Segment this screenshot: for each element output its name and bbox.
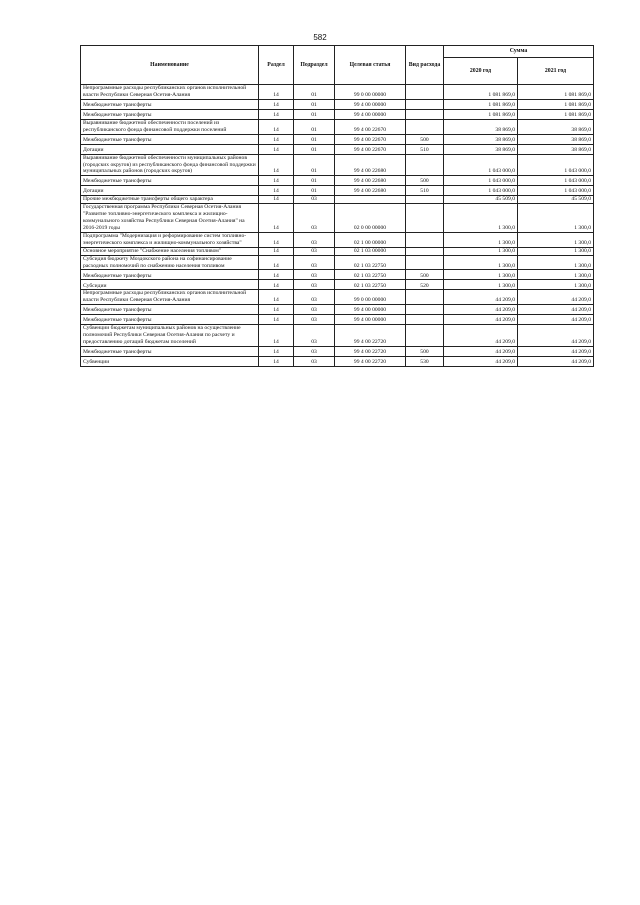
cell-article: 99 4 00 00000 [335, 99, 406, 109]
cell-v2020: 38 869,0 [444, 119, 518, 134]
cell-article: 02 1 03 22750 [335, 280, 406, 290]
table-row [81, 305, 594, 315]
cell-v2021: 44 209,0 [518, 346, 594, 356]
cell-name: Межбюджетные трансферты [81, 134, 259, 144]
cell-article: 99 4 00 22670 [335, 144, 406, 154]
cell-type: 500 [406, 176, 444, 186]
cell-article: 99 4 00 22680 [335, 186, 406, 196]
cell-article: 02 1 03 00000 [335, 247, 406, 255]
cell-section: 14 [259, 204, 294, 233]
cell-article [335, 196, 406, 204]
cell-v2021: 1 300,0 [518, 204, 594, 233]
table-row [81, 144, 594, 154]
cell-v2020: 1 043 000,0 [444, 186, 518, 196]
header-year-2020: 2020 год [444, 58, 518, 85]
cell-article: 99 4 00 22720 [335, 346, 406, 356]
cell-type [406, 109, 444, 119]
cell-subsection: 03 [294, 315, 335, 325]
table-row [81, 280, 594, 290]
cell-v2020: 38 869,0 [444, 134, 518, 144]
cell-type [406, 325, 444, 347]
cell-section: 14 [259, 315, 294, 325]
cell-article: 99 4 00 22680 [335, 176, 406, 186]
cell-v2021: 44 209,0 [518, 305, 594, 315]
cell-article: 02 1 03 22750 [335, 255, 406, 270]
cell-name: Непрограммные расходы республиканских органов исполнительной власти Республики Северная Осетия-Алания [81, 85, 259, 100]
cell-subsection: 03 [294, 247, 335, 255]
table-row [81, 232, 594, 247]
table-row [81, 186, 594, 196]
table-row [81, 247, 594, 255]
table-row [81, 99, 594, 109]
cell-article: 99 4 00 22670 [335, 119, 406, 134]
cell-v2020: 44 209,0 [444, 325, 518, 347]
cell-type [406, 196, 444, 204]
cell-type: 500 [406, 134, 444, 144]
cell-name: Государственная программа Республики Северная Осетия-Алания "Развитие топливно-энергетического комплекса и жилищно-коммунального хозяйства Республики Северная Осетия-Алания" на 2016-2019 годы [81, 204, 259, 233]
table-row [81, 119, 594, 134]
cell-section: 14 [259, 109, 294, 119]
cell-article: 02 1 00 00000 [335, 232, 406, 247]
table-row [81, 134, 594, 144]
cell-section: 14 [259, 144, 294, 154]
cell-subsection: 01 [294, 99, 335, 109]
table-row [81, 176, 594, 186]
cell-name: Межбюджетные трансферты [81, 346, 259, 356]
cell-v2021: 1 300,0 [518, 247, 594, 255]
cell-name: Межбюджетные трансферты [81, 99, 259, 109]
page-number: 582 [313, 33, 327, 42]
cell-section: 14 [259, 119, 294, 134]
cell-article: 99 0 00 00000 [335, 85, 406, 100]
cell-v2020: 1 081 869,0 [444, 85, 518, 100]
cell-name: Межбюджетные трансферты [81, 270, 259, 280]
header-name: Наименование [81, 46, 259, 85]
cell-section: 14 [259, 290, 294, 305]
cell-section: 14 [259, 346, 294, 356]
cell-v2021: 1 300,0 [518, 255, 594, 270]
cell-v2020: 44 209,0 [444, 315, 518, 325]
cell-v2021: 38 869,0 [518, 134, 594, 144]
cell-v2020: 44 209,0 [444, 305, 518, 315]
cell-name: Межбюджетные трансферты [81, 109, 259, 119]
cell-name: Дотации [81, 186, 259, 196]
header-section: Раздел [259, 46, 294, 85]
cell-article: 99 4 00 22720 [335, 356, 406, 366]
cell-v2021: 1 043 000,0 [518, 186, 594, 196]
table-row [81, 255, 594, 270]
cell-type [406, 85, 444, 100]
cell-subsection: 03 [294, 196, 335, 204]
header-target-article: Целевая статья [335, 46, 406, 85]
cell-type [406, 315, 444, 325]
cell-name: Прочие межбюджетные трансферты общего характера [81, 196, 259, 204]
cell-subsection: 03 [294, 305, 335, 315]
table-row [81, 204, 594, 233]
cell-type [406, 119, 444, 134]
cell-v2021: 44 209,0 [518, 356, 594, 366]
table-row [81, 109, 594, 119]
cell-type: 510 [406, 186, 444, 196]
table-row [81, 325, 594, 347]
cell-v2021: 44 209,0 [518, 315, 594, 325]
cell-name: Субсидия бюджету Моздокского района на софинансирование расходных полномочий по снабжению населения топливом [81, 255, 259, 270]
header-expense-type: Вид расхода [406, 46, 444, 85]
cell-type [406, 290, 444, 305]
table-row [81, 356, 594, 366]
cell-v2021: 1 081 869,0 [518, 99, 594, 109]
table-row [81, 270, 594, 280]
cell-section: 14 [259, 305, 294, 315]
cell-v2020: 1 300,0 [444, 204, 518, 233]
cell-type [406, 232, 444, 247]
cell-name: Межбюджетные трансферты [81, 305, 259, 315]
cell-subsection: 01 [294, 186, 335, 196]
cell-subsection: 03 [294, 280, 335, 290]
cell-subsection: 03 [294, 232, 335, 247]
cell-section: 14 [259, 176, 294, 186]
cell-v2020: 45 509,0 [444, 196, 518, 204]
cell-v2021: 1 300,0 [518, 280, 594, 290]
cell-name: Дотации [81, 144, 259, 154]
cell-section: 14 [259, 280, 294, 290]
cell-article: 99 4 00 00000 [335, 315, 406, 325]
header-sum: Сумма [444, 46, 594, 58]
cell-v2020: 44 209,0 [444, 290, 518, 305]
cell-v2021: 44 209,0 [518, 325, 594, 347]
cell-type [406, 247, 444, 255]
cell-section: 14 [259, 325, 294, 347]
cell-section: 14 [259, 99, 294, 109]
cell-section: 14 [259, 134, 294, 144]
budget-table [80, 45, 594, 367]
cell-name: Межбюджетные трансферты [81, 176, 259, 186]
cell-subsection: 03 [294, 204, 335, 233]
cell-subsection: 03 [294, 290, 335, 305]
cell-type [406, 305, 444, 315]
cell-v2020: 1 081 869,0 [444, 99, 518, 109]
cell-v2021: 38 869,0 [518, 144, 594, 154]
cell-v2021: 1 300,0 [518, 270, 594, 280]
cell-section: 14 [259, 85, 294, 100]
cell-v2021: 1 081 869,0 [518, 85, 594, 100]
cell-subsection: 03 [294, 255, 335, 270]
cell-type [406, 99, 444, 109]
cell-subsection: 03 [294, 325, 335, 347]
table-row [81, 85, 594, 100]
cell-v2020: 1 300,0 [444, 255, 518, 270]
table-body [81, 85, 594, 367]
cell-type [406, 204, 444, 233]
cell-v2020: 1 300,0 [444, 270, 518, 280]
cell-type [406, 255, 444, 270]
cell-v2021: 1 300,0 [518, 232, 594, 247]
cell-v2020: 1 081 869,0 [444, 109, 518, 119]
cell-article: 02 1 03 22750 [335, 270, 406, 280]
cell-subsection: 03 [294, 356, 335, 366]
cell-v2021: 45 509,0 [518, 196, 594, 204]
cell-subsection: 01 [294, 144, 335, 154]
table-row [81, 346, 594, 356]
cell-subsection: 01 [294, 119, 335, 134]
cell-section: 14 [259, 232, 294, 247]
table-row [81, 196, 594, 204]
cell-type: 500 [406, 270, 444, 280]
cell-type: 530 [406, 356, 444, 366]
cell-section: 14 [259, 154, 294, 176]
header-year-2021: 2021 год [518, 58, 594, 85]
cell-v2020: 1 043 000,0 [444, 176, 518, 186]
cell-v2020: 1 300,0 [444, 232, 518, 247]
cell-v2020: 44 209,0 [444, 356, 518, 366]
cell-name: Субсидии [81, 280, 259, 290]
cell-v2021: 1 043 000,0 [518, 154, 594, 176]
cell-article: 99 0 00 00000 [335, 290, 406, 305]
table-header-row [81, 46, 594, 58]
cell-article: 99 4 00 00000 [335, 109, 406, 119]
cell-name: Выравнивание бюджетной обеспеченности поселений из республиканского фонда финансовой поддержки поселений [81, 119, 259, 134]
cell-article: 02 0 00 00000 [335, 204, 406, 233]
cell-article: 99 4 00 00000 [335, 305, 406, 315]
cell-v2021: 1 043 000,0 [518, 176, 594, 186]
cell-section: 14 [259, 270, 294, 280]
cell-v2020: 1 300,0 [444, 280, 518, 290]
cell-name: Межбюджетные трансферты [81, 315, 259, 325]
cell-type: 500 [406, 346, 444, 356]
table-row [81, 154, 594, 176]
cell-v2020: 1 043 000,0 [444, 154, 518, 176]
cell-section: 14 [259, 247, 294, 255]
cell-v2021: 1 081 869,0 [518, 109, 594, 119]
cell-type: 520 [406, 280, 444, 290]
cell-section: 14 [259, 356, 294, 366]
cell-name: Выравнивание бюджетной обеспеченности муниципальных районов (городских округов) из республиканского фонда финансовой поддержки муниципальных районов (городских округов) [81, 154, 259, 176]
cell-section: 14 [259, 196, 294, 204]
cell-name: Подпрограмма "Модернизация и реформирование систем топливно-энергетического комплекса и жилищно-коммунального хозяйства" [81, 232, 259, 247]
cell-subsection: 01 [294, 134, 335, 144]
cell-v2021: 44 209,0 [518, 290, 594, 305]
cell-name: Непрограммные расходы республиканских органов исполнительной власти Республики Северная Осетия-Алания [81, 290, 259, 305]
cell-v2021: 38 869,0 [518, 119, 594, 134]
cell-v2020: 38 869,0 [444, 144, 518, 154]
cell-name: Основное мероприятие "Снабжение населения топливом" [81, 247, 259, 255]
cell-subsection: 01 [294, 109, 335, 119]
cell-subsection: 03 [294, 346, 335, 356]
cell-v2020: 1 300,0 [444, 247, 518, 255]
cell-article: 99 4 00 22670 [335, 134, 406, 144]
cell-type [406, 154, 444, 176]
cell-article: 99 4 00 22680 [335, 154, 406, 176]
cell-subsection: 01 [294, 154, 335, 176]
table-row [81, 290, 594, 305]
header-subsection: Подраздел [294, 46, 335, 85]
table-row [81, 315, 594, 325]
cell-v2020: 44 209,0 [444, 346, 518, 356]
cell-subsection: 03 [294, 270, 335, 280]
cell-section: 14 [259, 186, 294, 196]
cell-name: Субвенции [81, 356, 259, 366]
cell-article: 99 4 00 22720 [335, 325, 406, 347]
cell-name: Субвенции бюджетам муниципальных районов на осуществление полномочий Республики Северная Осетия-Алания по расчету и предоставлению дотаций бюджетам поселений [81, 325, 259, 347]
cell-section: 14 [259, 255, 294, 270]
cell-subsection: 01 [294, 85, 335, 100]
cell-type: 510 [406, 144, 444, 154]
cell-subsection: 01 [294, 176, 335, 186]
